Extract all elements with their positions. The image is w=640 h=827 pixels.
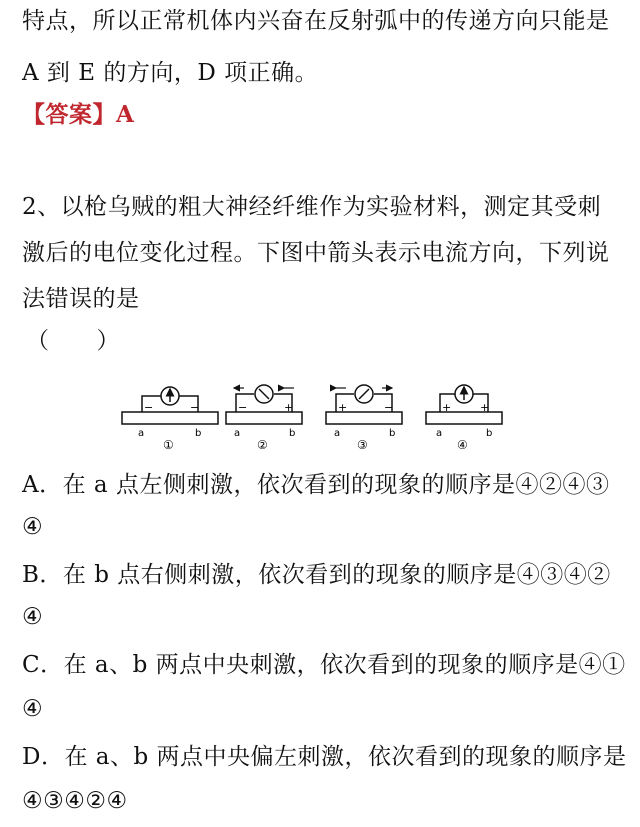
left-sign: − <box>144 401 154 414</box>
point-b: b <box>389 428 396 439</box>
question-line-3: 法错误的是 <box>22 286 140 312</box>
panel-label: ④ <box>457 438 468 452</box>
point-b: b <box>195 428 202 439</box>
panel-1 <box>122 387 218 452</box>
panel-label: ② <box>257 438 268 452</box>
answer-bracket: （ ） <box>26 328 120 354</box>
option-d-line-2: ④③④②④ <box>22 788 128 814</box>
panel-3 <box>326 385 402 452</box>
point-a: a <box>436 428 443 439</box>
right-sign: − <box>384 401 394 414</box>
panel-label: ① <box>163 438 174 452</box>
option-a-line-1: A．在 a 点左侧刺激，依次看到的现象的顺序是④②④③ <box>22 472 610 498</box>
option-d-line-1: D．在 a、b 两点中央偏左刺激，依次看到的现象的顺序是 <box>22 744 627 770</box>
left-sign: − <box>238 401 248 414</box>
answer-value: A <box>116 101 135 128</box>
explanation-line-2: A 到 E 的方向，D 项正确。 <box>22 60 319 86</box>
explanation-line-1: 特点，所以正常机体内兴奋在反射弧中的传递方向只能是 <box>22 8 610 34</box>
option-b-line-2: ④ <box>22 604 44 630</box>
question-line-1: 2、以枪乌贼的粗大神经纤维作为实验材料，测定其受刺 <box>22 194 602 220</box>
right-sign: + <box>284 401 294 414</box>
panel-label: ③ <box>357 438 368 452</box>
question-line-2: 激后的电位变化过程。下图中箭头表示电流方向，下列说 <box>22 240 610 266</box>
option-a-line-2: ④ <box>22 514 44 540</box>
left-sign: + <box>338 401 348 414</box>
option-c-line-1: C．在 a、b 两点中央刺激，依次看到的现象的顺序是④① <box>22 652 626 678</box>
point-a: a <box>138 428 145 439</box>
right-sign: + <box>480 401 490 414</box>
option-b-line-1: B．在 b 点右侧刺激，依次看到的现象的顺序是④③④② <box>22 562 611 588</box>
panel-2 <box>226 385 302 452</box>
nerve-fiber-figure <box>110 372 530 458</box>
point-a: a <box>334 428 341 439</box>
option-c-line-2: ④ <box>22 696 44 722</box>
answer-line <box>22 100 134 130</box>
answer-tag: 【答案】 <box>22 101 116 128</box>
point-b: b <box>486 428 493 439</box>
right-sign: − <box>190 401 200 414</box>
point-a: a <box>234 428 241 439</box>
left-sign: + <box>442 401 452 414</box>
panel-4 <box>426 385 502 452</box>
point-b: b <box>289 428 296 439</box>
